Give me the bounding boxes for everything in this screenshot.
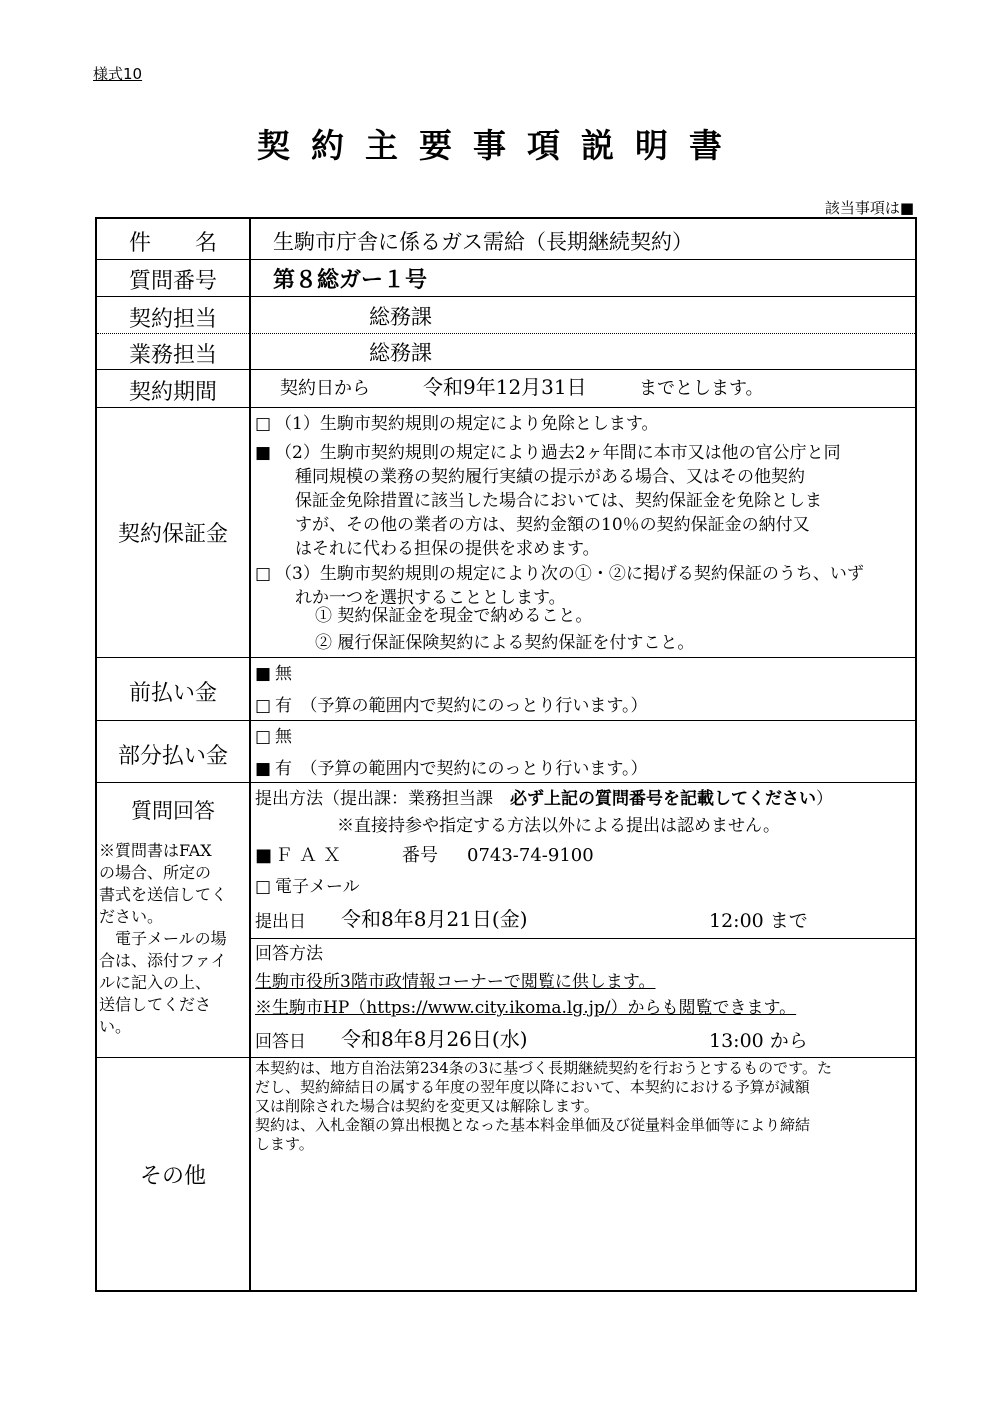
checkbox-checked-icon: ■ xyxy=(255,443,272,463)
advance-yes: 有 （予算の範囲内で契約にのっとり行います。） xyxy=(275,696,648,716)
qa-side-line-7: ルに記入の上、 xyxy=(99,973,212,992)
advance-none: 無 xyxy=(275,664,292,684)
fax-number-label: 番号 xyxy=(402,845,438,866)
answer-date: 令和8年8月26日(水) xyxy=(341,1027,528,1051)
qa-side-line-3: 書式を送信してく xyxy=(99,885,228,904)
qa-side-line-5: 電子メールの場 xyxy=(99,929,227,948)
qa-side-line-1: ※質問書はFAX xyxy=(99,841,212,860)
other-line-1: 本契約は、地方自治法第234条の3に基づく長期継続契約を行おうとするものです。た xyxy=(255,1059,832,1077)
value-contract-dept: 総務課 xyxy=(369,305,432,329)
checkbox-icon: □ xyxy=(255,414,272,434)
other-line-4: 契約は、入札金額の算出根拠となった基本料金単価及び従量料金単価等により締結 xyxy=(255,1116,811,1134)
guarantee-option-1: （1）生駒市契約規則の規定により免除とします。 xyxy=(275,414,659,434)
label-business-dept: 業務担当 xyxy=(128,343,217,368)
period-date: 令和9年12月31日 xyxy=(423,375,587,399)
contract-table xyxy=(95,217,917,1292)
qa-side-line-4: ださい。 xyxy=(99,907,164,926)
submit-date: 令和8年8月21日(金) xyxy=(341,907,528,931)
other-line-5: します。 xyxy=(255,1135,314,1153)
answer-line-1: 生駒市役所3階市政情報コーナーで閲覧に供します。 xyxy=(255,972,656,992)
label-qa: 質問回答 xyxy=(131,799,215,823)
submit-note: ※直接持参や指定する方法以外による提出は認めません。 xyxy=(337,816,781,836)
other-line-3: 又は削除された場合は契約を変更又は解除します。 xyxy=(255,1097,599,1115)
checkbox-icon: □ xyxy=(255,877,272,897)
guarantee-option-3-line-1: （3）生駒市契約規則の規定により次の①・②に掲げる契約保証のうち、いず xyxy=(275,564,864,584)
checkbox-icon: □ xyxy=(255,564,272,584)
guarantee-option-2-line-5: はそれに代わる担保の提供を求めます。 xyxy=(295,539,600,559)
qa-side-line-9: い。 xyxy=(99,1017,132,1036)
label-question-no: 質問番号 xyxy=(128,269,217,294)
submit-required-note: 必ず上記の質問番号を記載してください xyxy=(510,789,816,809)
value-business-dept: 総務課 xyxy=(369,341,432,365)
guarantee-option-3-line-2: れか一つを選択することとします。 xyxy=(295,588,566,608)
guarantee-option-2-line-3: 保証金免除措置に該当した場合においては、契約保証金を免除としま xyxy=(295,491,822,511)
period-prefix: 契約日から xyxy=(280,378,370,399)
label-partial: 部分払い金 xyxy=(117,744,228,769)
guarantee-option-2-line-1: （2）生駒市契約規則の規定により過去2ヶ年間に本市又は他の官公庁と同 xyxy=(275,443,841,463)
email-label: 電子メール xyxy=(275,877,360,897)
guarantee-sub-option-1: ① 契約保証金を現金で納めること。 xyxy=(315,606,593,626)
applicable-note: 該当事項は■ xyxy=(824,199,914,217)
page-title: 契約主要事項説明書 xyxy=(257,126,743,165)
submit-date-label: 提出日 xyxy=(255,912,306,932)
form-number: 様式10 xyxy=(93,65,143,83)
checkbox-checked-icon: ■ xyxy=(255,759,272,779)
guarantee-option-2-line-2: 種同規模の業務の契約履行実績の提示がある場合、又はその他契約 xyxy=(295,467,805,487)
qa-side-line-6: 合は、添付ファイ xyxy=(99,951,227,970)
guarantee-option-2-line-4: すが、その他の業者の方は、契約金額の10％の契約保証金の納付又 xyxy=(295,515,810,535)
other-line-2: だし、契約締結日の属する年度の翌年度以降において、本契約における予算が減額 xyxy=(255,1078,810,1096)
partial-none: 無 xyxy=(275,727,292,747)
partial-yes: 有 （予算の範囲内で契約にのっとり行います。） xyxy=(275,759,648,779)
submit-close-paren: ） xyxy=(816,789,833,809)
qa-side-line-8: 送信してくださ xyxy=(99,995,212,1014)
answer-line-2[interactable]: ※生駒市HP（https://www.city.ikoma.lg.jp/）からも閲覧できます。 xyxy=(255,998,797,1018)
fax-number: 0743-74-9100 xyxy=(467,845,594,866)
value-question-no: 第８総ガー１号 xyxy=(273,268,428,293)
qa-side-line-2: の場合、所定の xyxy=(99,863,212,882)
checkbox-icon: □ xyxy=(255,727,272,747)
value-item-name: 生駒市庁舎に係るガス需給（長期継続契約） xyxy=(273,230,693,254)
submit-time: 12:00 まで xyxy=(709,910,808,932)
label-advance: 前払い金 xyxy=(128,681,217,706)
column-divider xyxy=(249,219,251,1290)
checkbox-checked-icon: ■ xyxy=(255,845,273,866)
answer-time: 13:00 から xyxy=(709,1030,808,1052)
answer-method: 回答方法 xyxy=(255,944,323,964)
label-other: その他 xyxy=(139,1164,206,1189)
label-period: 契約期間 xyxy=(128,380,217,405)
checkbox-icon: □ xyxy=(255,696,272,716)
submit-method: 提出方法（提出課：業務担当課 xyxy=(255,789,493,809)
guarantee-sub-option-2: ② 履行保証保険契約による契約保証を付すこと。 xyxy=(315,633,695,653)
period-suffix: までとします。 xyxy=(639,378,764,399)
fax-label: ＦＡＸ xyxy=(275,845,347,866)
label-contract-dept: 契約担当 xyxy=(128,307,217,332)
label-item-name: 件 名 xyxy=(128,231,217,256)
checkbox-checked-icon: ■ xyxy=(255,664,272,684)
label-guarantee: 契約保証金 xyxy=(117,522,228,547)
answer-date-label: 回答日 xyxy=(255,1032,306,1052)
